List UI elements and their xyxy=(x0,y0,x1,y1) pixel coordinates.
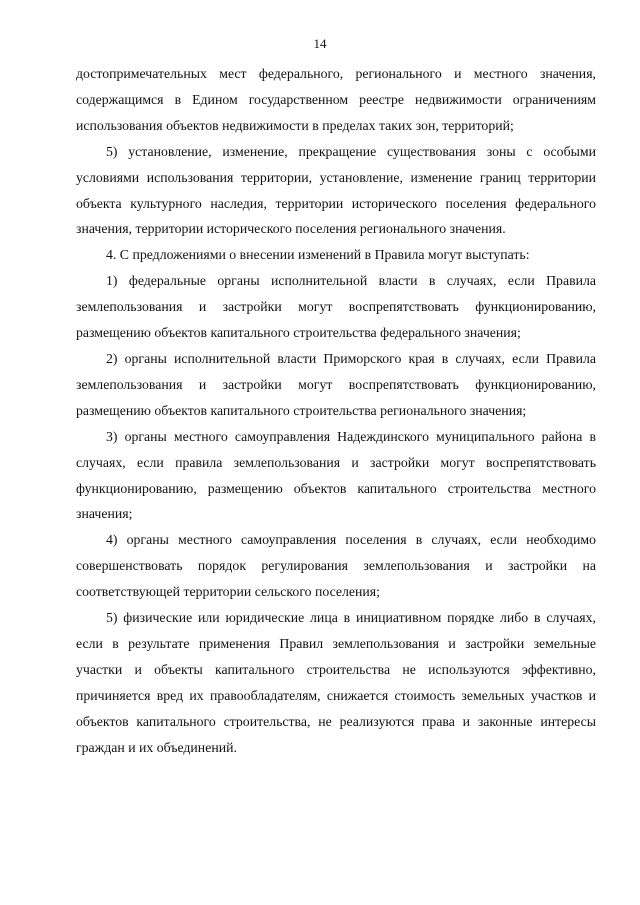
page-number: 14 xyxy=(313,36,327,51)
paragraph-item-3-municipal-district: 3) органы местного самоуправления Надеждинского муниципального района в случаях, если правила землепользования и застройки могут воспрепятствовать функционированию, размещению объектов капитального строительства местного значения; xyxy=(76,428,596,522)
document-body xyxy=(76,61,596,760)
paragraph-item-5-individuals: 5) физические или юридические лица в инициативном порядке либо в случаях, если в результате применения Правил землепользования и застройки земельные участки и объекты капитального строительства не используются эффективно, причиняется вред их правообладателям, снижается стоимость земельных участков и объектов капитального строительства, не реализуются права и законные интересы граждан и их объединений. xyxy=(76,610,596,755)
paragraph-item-5-zone-establishment: 5) установление, изменение, прекращение существования зоны с особыми условиями использования территории, установление, изменение границ территории объекта культурного наследия, территории исторического поселения федерального значения, территории исторического поселения регионального значения. xyxy=(76,143,596,237)
paragraph-item-1-federal: 1) федеральные органы исполнительной власти в случаях, если Правила землепользования и застройки могут воспрепятствовать функционированию, размещению объектов капитального строительства федерального значения; xyxy=(76,273,596,341)
paragraph-section-4-heading: 4. С предложениями о внесении изменений в Правила могут выступать: xyxy=(106,247,530,263)
paragraph-continuation: достопримечательных мест федерального, регионального и местного значения, содержащимся в Едином государственном реестре недвижимости ограничениям использования объектов недвижимости в пределах таких зон, территорий; xyxy=(76,66,596,133)
paragraph-item-4-settlement: 4) органы местного самоуправления поселения в случаях, если необходимо совершенствовать порядок регулирования землепользования и застройки на соответствующей территории сельского поселения; xyxy=(76,532,596,600)
paragraph-item-2-regional: 2) органы исполнительной власти Приморского края в случаях, если Правила землепользования и застройки могут воспрепятствовать функционированию, размещению объектов капитального строительства регионального значения; xyxy=(76,350,596,418)
